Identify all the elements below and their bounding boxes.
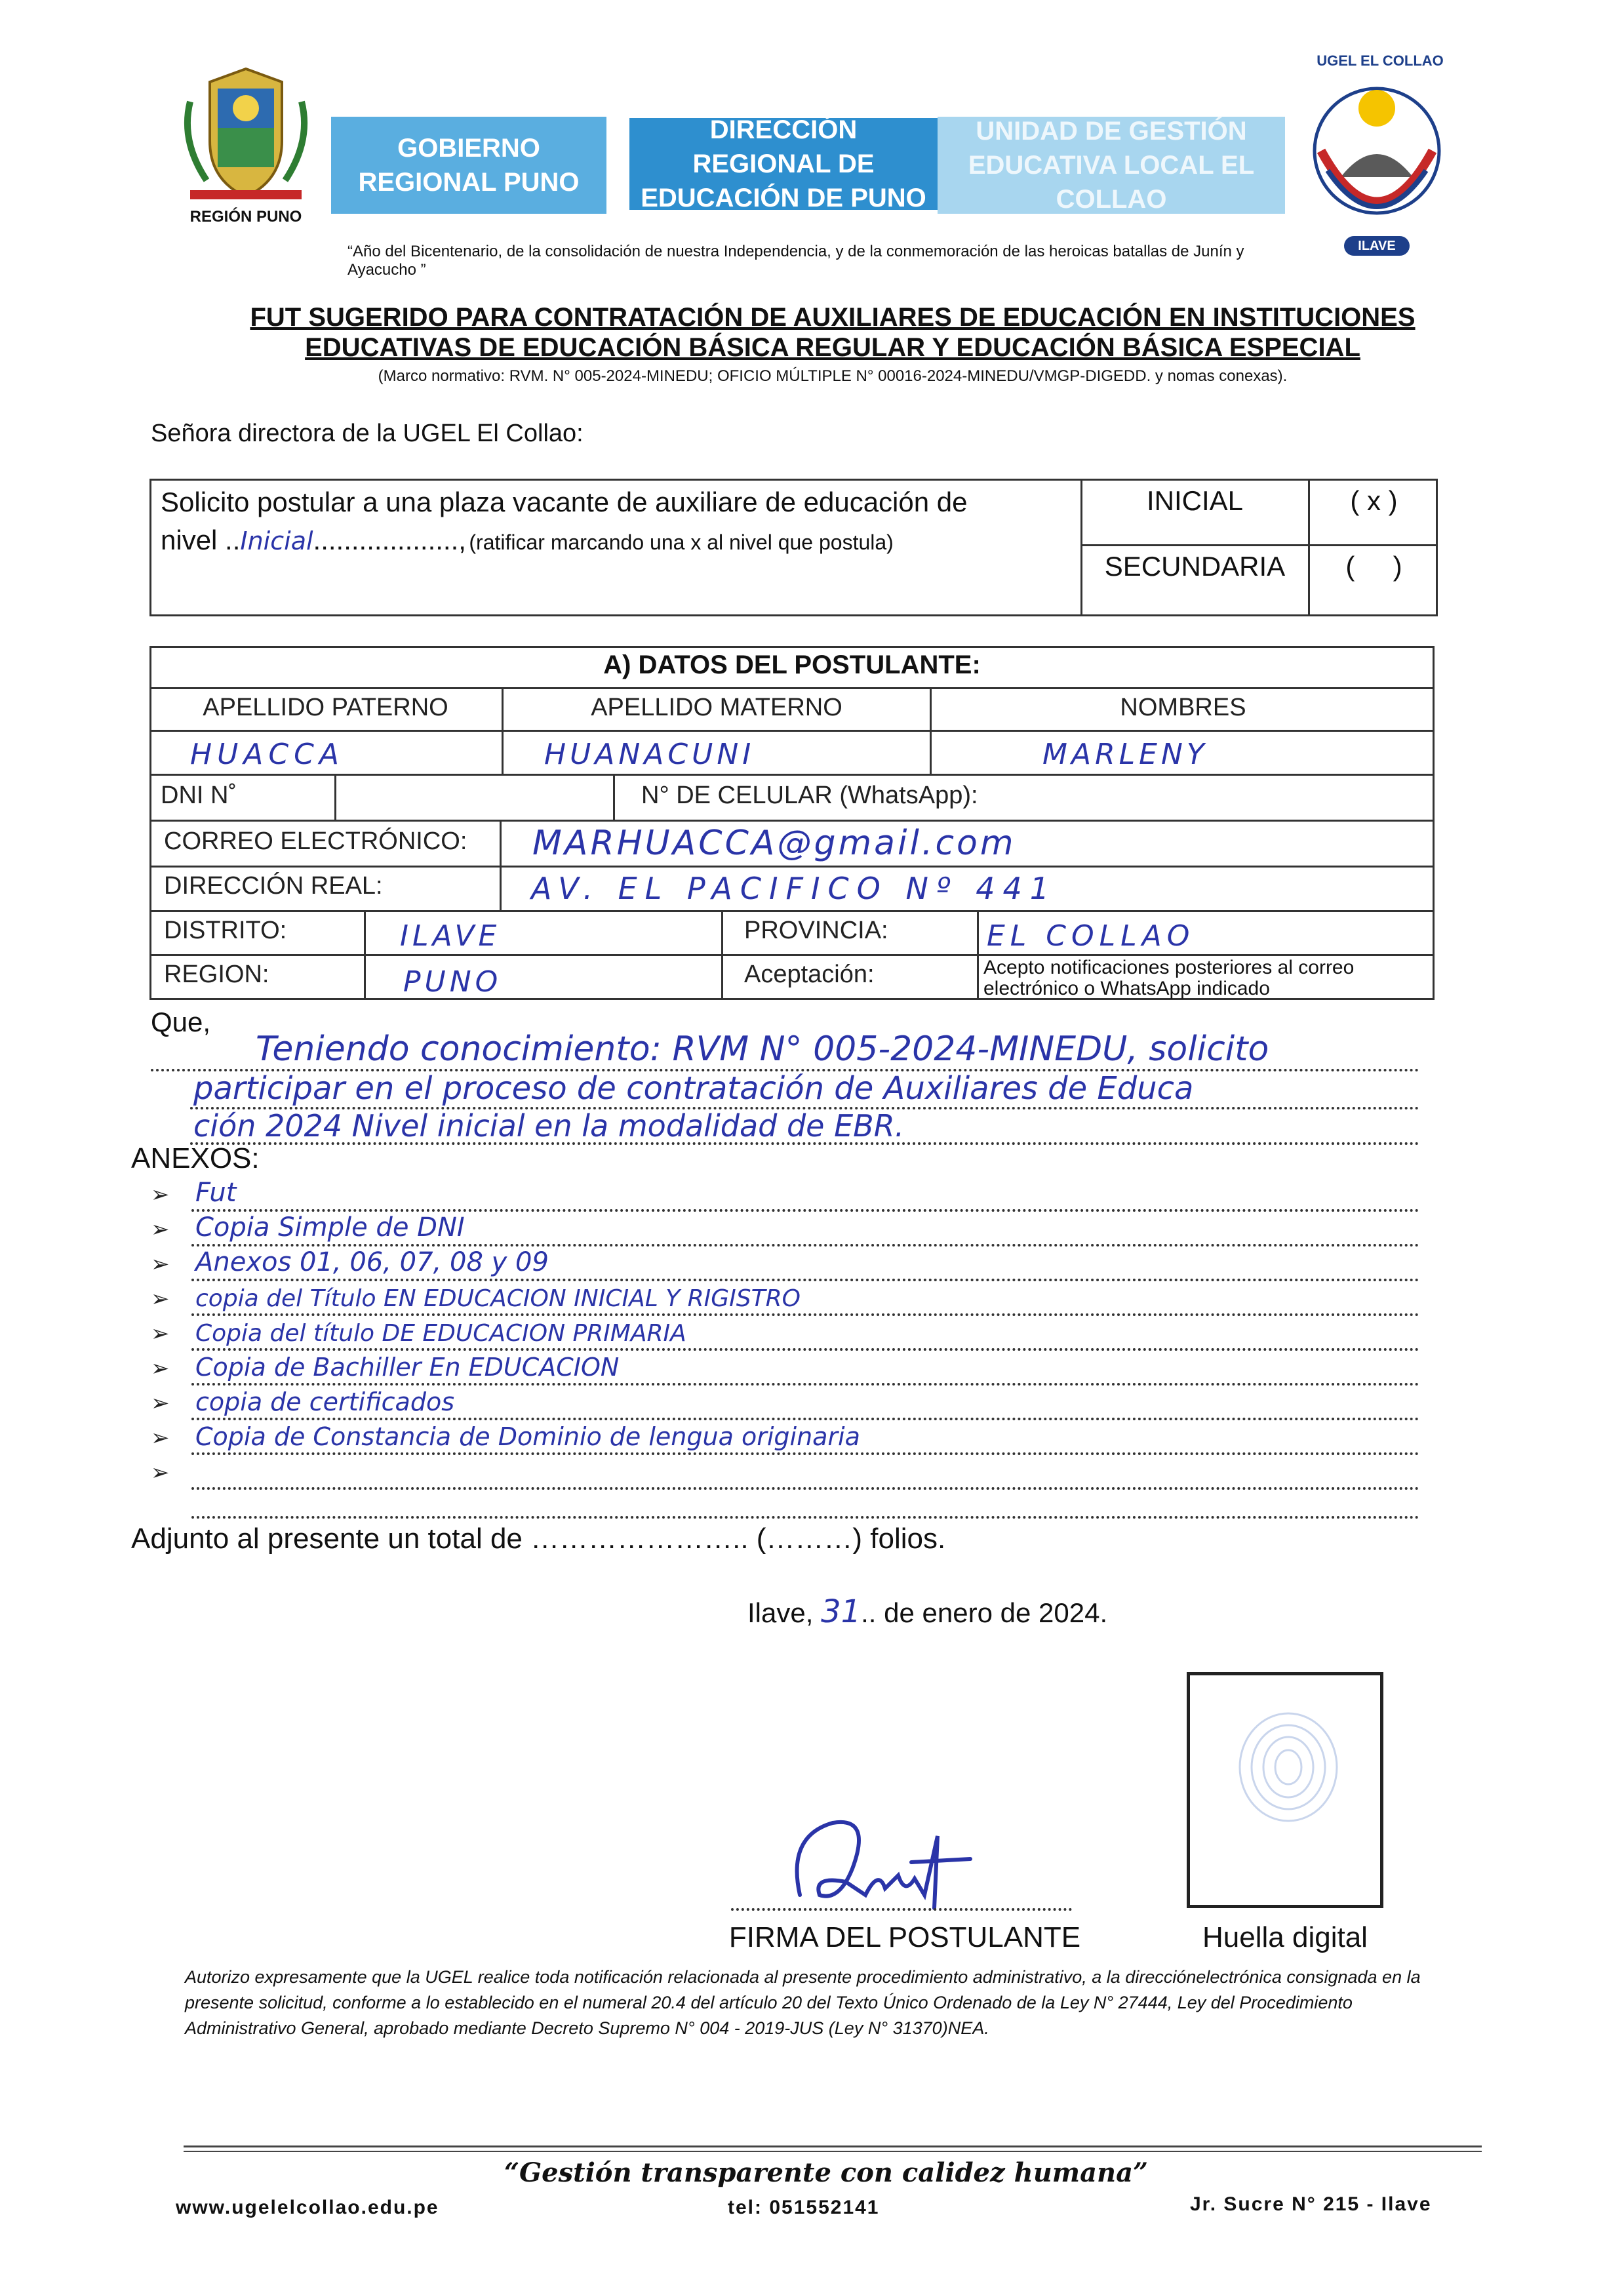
request-text-line2 [161,525,894,556]
annex-extra-line [191,1485,1419,1519]
datos-rule [977,910,979,1000]
request-dots: ..................., [313,525,466,555]
annex-item[interactable] [151,1424,1419,1455]
datos-rule [149,774,1435,776]
col-nombres-header: NOMBRES [1120,694,1246,721]
level-secundaria-checkbox[interactable]: ( ) [1345,551,1402,582]
aceptacion-label: Aceptación: [744,961,875,988]
fecha-day[interactable]: 31 [821,1593,862,1630]
annex-item[interactable] [151,1180,1419,1212]
request-text-line1: Solicito postular a una plaza vacante de auxiliare de educación de [161,487,968,517]
datos-rule [149,910,1435,912]
header-band-direccion-text: DIRECCIÓN REGIONAL DE EDUCACIÓN DE PUNO [641,115,926,212]
correo-field[interactable]: MARHUACCA@gmail.com [532,824,1016,863]
request-nivel-label: nivel .. [161,525,241,555]
ugel-logo-bottom-text: ILAVE [1358,239,1396,253]
year-motto: “Año del Bicentenario, de la consolidación de nuestra Independencia, y de la conmemoración de las heroicas batallas de Junín y Ayacucho ” [347,243,1244,279]
arrow-bullet-icon: ➢ [151,1321,170,1346]
correo-label: CORREO ELECTRÓNICO: [164,828,467,855]
authorization-note: Autorizo expresamente que la UGEL realice toda notificación relacionada al presente procedimiento administrativo, a la direcciónelectrónica consignada en la presente solicitud, conforme a lo establecido en el numeral 20.4 del artículo 20 del Texto Único Ordenado de la Ley N° 27444, Ley del Procedimiento Administrativo General, aprobado mediante Decreto Supremo N° 004 - 2019-JUS (Ley N° 31370)NEA. [185,1967,1421,2038]
datos-section-title: A) DATOS DEL POSTULANTE: [603,650,981,679]
firma-dots [731,1906,1072,1911]
header-band-gobierno-text: GOBIERNO REGIONAL PUNO [358,134,580,197]
footer-phone: tel: 051552141 [728,2197,880,2218]
fecha-line [747,1593,1107,1630]
aceptacion-text: Acepto notificaciones posteriores al correo electrónico o WhatsApp indicado [983,957,1355,999]
materno-field[interactable]: HUANACUNI [544,738,755,771]
fecha-suffix: .. de enero de 2024. [861,1597,1108,1628]
datos-rule [613,774,615,820]
arrow-bullet-icon: ➢ [151,1391,170,1416]
anexos-label: ANEXOS: [131,1142,260,1174]
arrow-bullet-icon: ➢ [151,1287,170,1311]
region-label: REGION: [164,961,269,988]
header-band-direccion [629,115,938,212]
distrito-field[interactable]: ILAVE [400,919,501,953]
level-inicial-checkbox[interactable]: ( x ) [1350,485,1398,516]
region-puno-emblem-icon [177,62,315,207]
footer-motto: “Gestión transparente con calidez humana” [504,2157,1149,2188]
footer-website[interactable]: www.ugelelcollao.edu.pe [176,2197,439,2218]
region-puno-logo [177,62,315,230]
fingerprint-icon [1190,1675,1380,1905]
footer-address: Jr. Sucre N° 215 - Ilave [1190,2193,1432,2215]
arrow-bullet-icon: ➢ [151,1356,170,1381]
annex-item[interactable] [151,1285,1419,1316]
request-nivel-value[interactable]: Inicial [240,527,313,555]
level-inicial-label: INICIAL [1146,485,1244,516]
distrito-label: DISTRITO: [164,917,287,944]
addressee: Señora directora de la UGEL El Collao: [151,420,584,447]
ugel-logo [1301,52,1452,262]
datos-rule [721,910,723,1000]
datos-rule [149,730,1435,732]
provincia-label: PROVINCIA: [744,917,888,944]
que-text-line1[interactable]: Teniendo conocimiento: RVM N° 005-2024-MINEDU, solicito [256,1029,1269,1069]
datos-rule [149,820,1435,822]
arrow-bullet-icon: ➢ [151,1182,170,1207]
huella-label: Huella digital [1202,1921,1368,1953]
nombres-field[interactable]: MARLENY [1042,738,1208,771]
que-text-line2[interactable]: participar en el proceso de contratación de Auxiliares de Educa [193,1070,1194,1107]
annex-item[interactable] [151,1389,1419,1420]
header-band-gobierno [331,117,606,214]
annex-item[interactable] [151,1354,1419,1386]
annex-item[interactable] [151,1212,1419,1247]
annex-item-text: Copia del título DE EDUCACION PRIMARIA [195,1320,686,1347]
annex-item-text: Copia de Bachiller En EDUCACION [195,1353,620,1382]
datos-rule [500,820,502,910]
arrow-bullet-icon: ➢ [151,1426,170,1450]
arrow-bullet-icon: ➢ [151,1252,170,1277]
datos-rule [149,866,1435,868]
annex-item[interactable] [151,1319,1419,1351]
annex-item-text: Anexos 01, 06, 07, 08 y 09 [195,1247,549,1277]
firma-label: FIRMA DEL POSTULANTE [728,1921,1081,1953]
celular-label: N° DE CELULAR (WhatsApp): [641,782,978,809]
region-field[interactable]: PUNO [403,965,502,999]
col-paterno-header: APELLIDO PATERNO [203,694,448,721]
que-label: Que, [151,1007,211,1037]
annex-item-text: copia del Título EN EDUCACION INICIAL Y RIGISTRO [195,1285,801,1312]
ugel-logo-top-text: UGEL EL COLLAO [1317,52,1444,69]
direccion-label: DIRECCIÓN REAL: [164,872,383,900]
que-text-line3[interactable]: ción 2024 Nivel inicial en la modalidad de EBR. [193,1108,905,1144]
datos-rule [149,954,1435,956]
header-band-unidad-text: UNIDAD DE GESTIÓN EDUCATIVA LOCAL EL COLLAO [968,117,1255,214]
footer-rule [184,2145,1482,2147]
request-note: (ratificar marcando una x al nivel que postula) [469,530,894,554]
dni-label: DNI N˚ [161,782,237,809]
annex-item[interactable] [151,1247,1419,1281]
datos-rule [149,687,1435,689]
datos-rule [364,910,366,1000]
annex-item-text: Copia de Constancia de Dominio de lengua originaria [195,1422,860,1451]
form-title-line1: FUT SUGERIDO PARA CONTRATACIÓN DE AUXILIARES DE EDUCACIÓN EN INSTITUCIONES [250,303,1416,332]
ugel-emblem-icon [1301,52,1452,262]
annex-item-text: copia de certificados [195,1387,455,1416]
datos-rule [334,774,336,820]
level-row-divider [1080,544,1438,546]
direccion-field[interactable]: AV. EL PACIFICO Nº 441 [531,871,1058,906]
paterno-field[interactable]: HUACCA [190,738,344,771]
header-band-unidad [938,117,1285,214]
arrow-bullet-icon: ➢ [151,1217,170,1242]
footer-rule [184,2151,1482,2152]
fingerprint-box[interactable] [1187,1672,1383,1908]
form-title-line2: EDUCATIVAS DE EDUCACIÓN BÁSICA REGULAR Y EDUCACIÓN BÁSICA ESPECIAL [305,333,1360,362]
annex-item-text: Fut [195,1178,237,1208]
col-materno-header: APELLIDO MATERNO [591,694,842,721]
arrow-bullet-icon: ➢ [151,1460,170,1485]
annex-item-text: Copia Simple de DNI [195,1212,465,1243]
adjunto-folios: Adjunto al presente un total de ………………….. (………) folios. [131,1523,946,1555]
normative-reference: (Marco normativo: RVM. N° 005-2024-MINEDU; OFICIO MÚLTIPLE N° 00016-2024-MINEDU/VMGP-DIGEDD. y nomas conexas). [378,367,1288,385]
region-puno-caption: REGIÓN PUNO [189,208,302,226]
provincia-field[interactable]: EL COLLAO [987,919,1195,953]
level-secundaria-label: SECUNDARIA [1104,551,1286,582]
fecha-prefix: Ilave, [747,1597,822,1628]
